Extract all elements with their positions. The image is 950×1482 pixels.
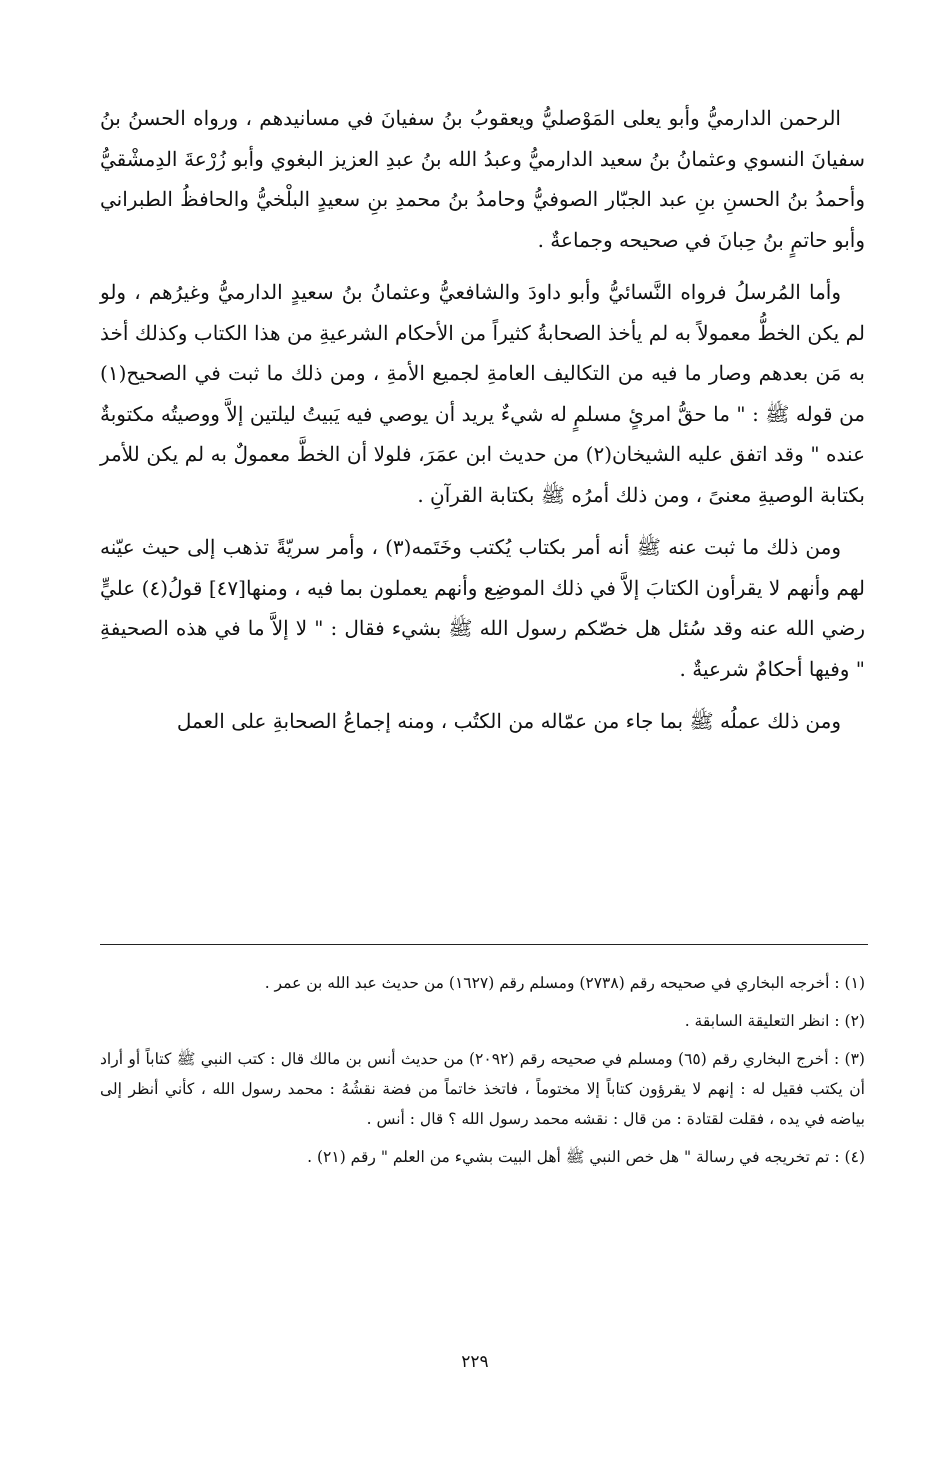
- footnote-1: (١) : أخرجه البخاري في صحيحه رقم (٢٧٣٨) ومسلم رقم (١٦٢٧) من حديث عبد الله بن عمر .: [264, 974, 865, 992]
- main-text: [100, 98, 865, 754]
- footnote-divider: [100, 944, 868, 945]
- paragraph-1: الرحمن الدارميُّ وأبو يعلى المَوْصليُّ ويعقوبُ بنُ سفيانَ في مسانيدهم ، ورواه الحسنُ بنُ سفيانَ النسوي وعثمانُ بنُ سعيد الدارميُّ وعبدُ الله بنُ عبدِ العزيز البغوي وأبو زُرْعةَ الدِمشْقيُّ وأحمدُ بنُ الحسنِ بنِ عبد الجبّار الصوفيُّ وحامدُ بنُ محمدِ بنِ سعيدٍ البلْخيُّ والحافظُ الطبراني وأبو حاتمٍ بنُ حِبانَ في صحيحه وجماعةٌ .: [100, 106, 865, 252]
- paragraph-2: وأما المُرسلُ فرواه النَّسائيُّ وأبو داودَ والشافعيُّ وعثمانُ بنُ سعيدٍ الدارميُّ وغيرُهم ، ولو لم يكن الخطُّ معمولاً به لم يأخذ الصحابةُ كثيراً من الأحكام الشرعيةِ من هذا الكتاب وكذلك أخذ به مَن بعدهم وصار ما فيه من التكاليف العامةِ لجميع الأمةِ ، ومن ذلك ما ثبت في الصحيح(١) من قوله ﷺ : " ما حقُّ امرئٍ مسلمٍ له شيءٌ يريد أن يوصي فيه يَبيتُ ليلتين إلاَّ ووصيتُه مكتوبةٌ عنده " وقد اتفق عليه الشيخان(٢) من حديث ابن عمَرَ، فلولا أن الخطَّ معمولٌ به لم يكن للأمر بكتابة الوصيةِ معنىً ، ومن ذلك أمرُه ﷺ بكتابة القرآنِ .: [100, 280, 866, 507]
- paragraph-3: ومن ذلك ما ثبت عنه ﷺ أنه أمر بكتاب يُكتب وخَتَمه(٣) ، وأمر سريّةً تذهب إلى حيث عيّنه لهم وأنهم لا يقرأون الكتابَ إلاَّ في ذلك الموضِع وأنهم يعملون بما فيه ، ومنها[٤٧] قولُ(٤) عليٍّ رضي الله عنه وقد سُئل هل خصّكم رسول الله ﷺ بشيء فقال : " لا إلاَّ ما في هذه الصحيفةِ " وفيها أحكامٌ شرعيةٌ .: [100, 535, 866, 681]
- footnote-2: (٢) : انظر التعليقة السابقة .: [684, 1012, 865, 1030]
- footnote-4: (٤) : تم تخريجه في رسالة " هل خص النبي ﷺ أهل البيت بشيء من العلم " رقم (٢١) .: [307, 1148, 865, 1166]
- page-number: ٢٢٩: [461, 1352, 489, 1372]
- paragraph-4: ومن ذلك عملُه ﷺ بما جاء من عمّاله من الكتُب ، ومنه إجماعُ الصحابةِ على العمل: [176, 709, 841, 733]
- footnotes: [100, 968, 865, 1180]
- footnote-3: (٣) : أخرج البخاري رقم (٦٥) ومسلم في صحيحه رقم (٢٠٩٢) من حديث أنس بن مالك قال : كتب النبي ﷺ كتاباً أو أراد أن يكتب فقيل له : إنهم لا يقرؤون كتاباً إلا مختوماً ، فاتخذ خاتماً من فضة نقشُهُ : محمد رسول الله ، كأني أنظر إلى بياضه في يده ، فقلت لقتادة : من قال : نقشه محمد رسول الله ؟ قال : أنس .: [100, 1050, 865, 1128]
